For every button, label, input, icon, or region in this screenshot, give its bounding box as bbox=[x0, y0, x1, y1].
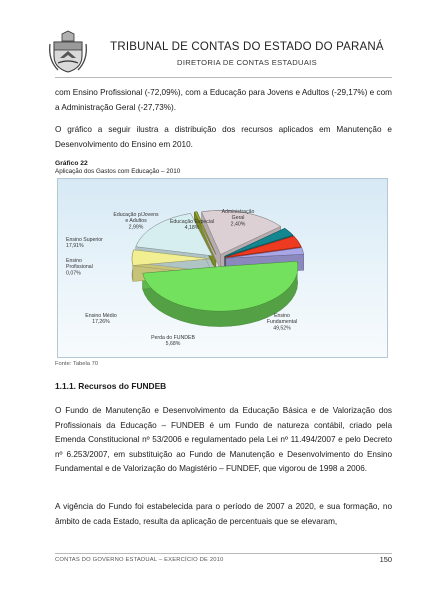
paragraph-intro: com Ensino Profissional (-72,09%), com a Educação para Jovens e Adultos (-29,17%) e com a Administração Geral (-27,73%). bbox=[55, 88, 392, 112]
figure-title: Aplicação dos Gastos com Educação – 2010 bbox=[55, 168, 181, 175]
paragraph-fundeb-validity: A vigência do Fundo foi estabelecida para o período de 2007 a 2020, e sua formação, no âmbito de cada Estado, resulta da aplicação de percentuais que se elevaram, bbox=[55, 502, 392, 526]
slice-label: Ensino Superior 17,91% bbox=[66, 237, 103, 250]
header-divider bbox=[55, 77, 392, 78]
slice-label: Ensino Médio 17,26% bbox=[85, 313, 117, 326]
figure-number: Gráfico 22 bbox=[55, 160, 88, 167]
slice-label: Educação Especial 4,18% bbox=[169, 219, 215, 232]
paragraph-chart-intro: O gráfico a seguir ilustra a distribuição dos recursos aplicados em Manutenção e Desenvolvimento do Ensino em 2010. bbox=[55, 125, 392, 149]
pie-chart bbox=[58, 179, 387, 357]
slice-label: Perda do FUNDEB 5,68% bbox=[151, 335, 195, 348]
footer-divider bbox=[55, 553, 392, 554]
slice-label: Administração Geral 2,40% bbox=[221, 209, 255, 228]
slice-label: Ensino Profissional 0,07% bbox=[66, 258, 93, 277]
header-subtitle: DIRETORIA DE CONTAS ESTADUAIS bbox=[177, 58, 317, 67]
slice-label: Educação p/Jovens e Adultos 2,99% bbox=[113, 212, 159, 231]
coat-of-arms-icon bbox=[48, 30, 88, 74]
paragraph-fundeb-definition: O Fundo de Manutenção e Desenvolvimento da Educação Básica e de Valorização dos Profissionais da Educação – FUNDEB é um Fundo de natureza contábil, criado pela Emenda Constitucional nº 53/2006 e regulamentado pela Lei nº 11.494/2007 e pelo Decreto nº 6.253/2007, em substituição ao Fundo de Manutenção e Desenvolvimento do Ensino Fundamental e de Valorização do Magistério – FUNDEF, que vigorou de 1998 a 2006. bbox=[55, 406, 392, 473]
page-header bbox=[0, 0, 432, 82]
footer-text: CONTAS DO GOVERNO ESTADUAL – EXERCÍCIO DE 2010 bbox=[55, 557, 224, 563]
pie-chart-panel bbox=[57, 178, 388, 358]
header-title: TRIBUNAL DE CONTAS DO ESTADO DO PARANÁ bbox=[110, 41, 384, 53]
section-heading: 1.1.1. Recursos do FUNDEB bbox=[55, 381, 167, 391]
figure-source: Fonte: Tabela 70 bbox=[55, 361, 99, 367]
slice-label: Ensino Fundamental 49,52% bbox=[266, 313, 298, 332]
page-number: 150 bbox=[379, 555, 392, 564]
